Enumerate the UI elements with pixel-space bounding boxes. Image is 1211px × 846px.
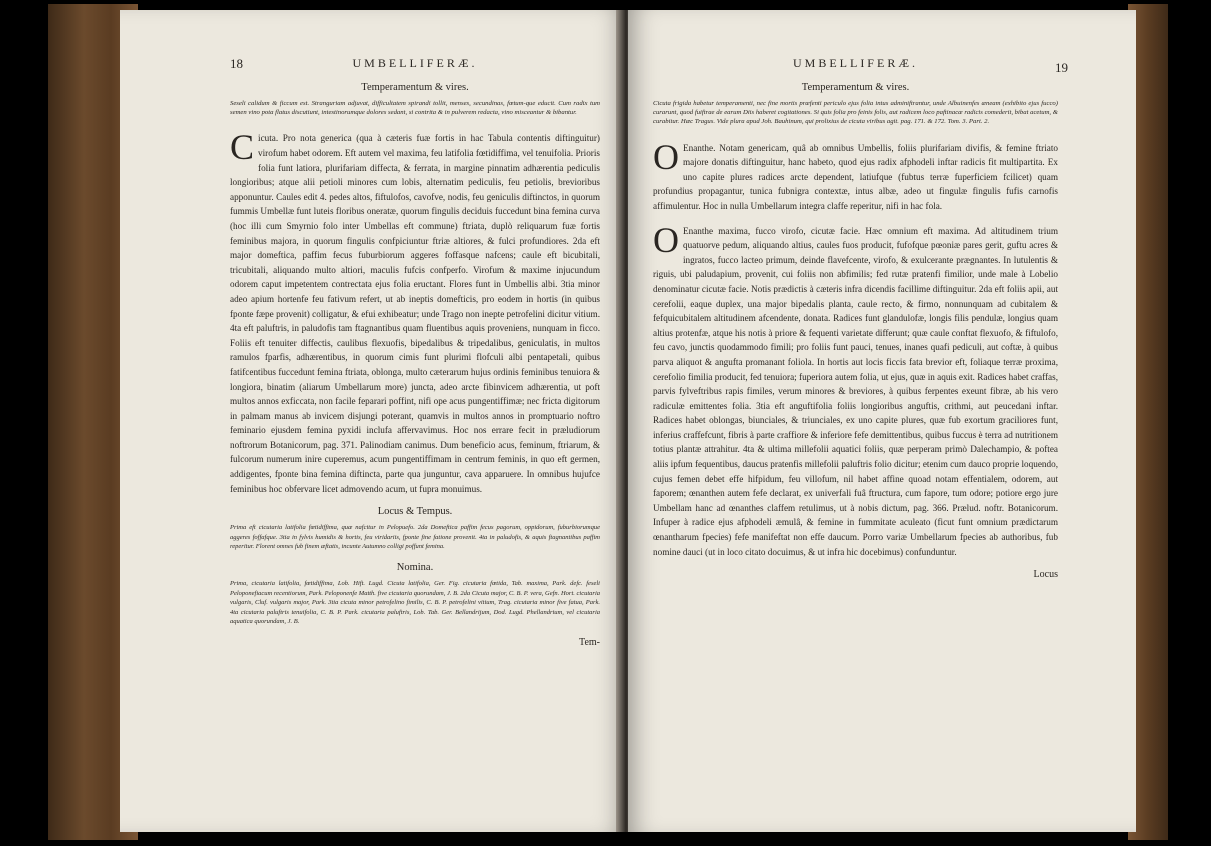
locus-title: Locus & Tempus. xyxy=(377,506,453,518)
left-catchword: Tem- xyxy=(579,637,600,648)
locus-paragraph: Prima eft cicutaria latifolia fœtidiffima, quæ nafcitur in Pelopuefo. 2da Domeftica paffim fecus pagorum, oppidorum, fuburbiorumque aggeres foffafque. 3tia in fylvis humidis & hortis, feu viridariis, fponte fine fatione provenit. 4ta in paludofis, & aquis ftagnantibus paffim reperitur. Florent omnes fub finem æftatis, incunte Autumno colligi poffunt femina. xyxy=(230,524,600,551)
nomina-paragraph: Prima, cicutaria latifolia, fœtidiffima, Lob. Hift. Lugd. Cicuta latifolia, Ger. Fig. cicutaria fœtida, Tab. maxima, Park. defc. feseli Peloponefiacum recentiorum, Park. Peloponenfe Matth. five cicutaria quorundam, J. B. 2da Cicuta major, C. B. P. vera, Gefn. Hort. cicutaria vulgaris, Cluf. vulgaris major, Park. 3tia cicuta minor petrofelino fimilis, C. B. P. petrofelini vitium, Trag. cicutaria minor five fatua, Park. 4ta cicutaria paluftris tenuifolia, C. B. P. Park. cicutaria paluftris, Lob. Tab. Ger. Bellandrijum, Dod. Lugd. Phellandrium, vel cicutaria aquatica quorundam, J. B. xyxy=(230,580,600,626)
left-running-title: UMBELLIFERÆ. xyxy=(352,56,478,70)
right-paragraph-2 xyxy=(653,219,1058,560)
right-page xyxy=(628,10,1136,832)
right-page-number: 19 xyxy=(1055,60,1068,75)
right-running-title: UMBELLIFERÆ. xyxy=(792,56,918,70)
left-page-number: 18 xyxy=(230,56,243,71)
right-section-title: Temperamentum & vires. xyxy=(801,82,910,93)
left-page xyxy=(120,10,625,832)
left-running-head xyxy=(230,56,600,80)
open-book xyxy=(48,4,1168,840)
right-paragraph-2-text: Enanthe maxima, fucco virofo, cicutæ facie. Hæc omnium eft maxima. Ad altitudinem trium quatuorve pedum, aliquando altius, caules fuos producit, fufofque pœoniæ pares gerit, guftu acres & ingratos, fucco lacteo primum, deinde flavefcente, virofo, & exulcerante prægnantes. In lutulentis & riguis, ubi paludapium, provenit, cui foliis non abfimilis; fed rutæ pratenfi fimilior, unde male à Lobelio denominatur cicutæ facie. Notis prædictis à cæteris infra dicendis facillime diftinguitur. 2da eft foliis apii, aut cerefolii, eaque duplex, una major bipedalis planta, caule recto, & firmo, nonnunquam ad cubitalem & fefquicubitalem altitudinem afcendente, donata. Radices funt glandulofæ, longis filis pendulæ, longius quam altius protenfæ, atque his notis à priore & fequenti varietate differunt; quæ caule conftat flexuofo, & fiftulofo, feu cavo, junctis quodammodo fimili; pro foliis funt pauci, tenues, inanes quafi pediculi, aut coftæ, à quibus parva aliquot & angufta promanant foliola. In hortis aut locis ficcis fata brevior eft, foliaque terræ proxima, cerefolio fimilia producit, fed tenuiora; fuperiora autem folia, ut ejus, quæ in aquis exit. Radices habet craffas, parvis fylveftribus rapis fimiles, verum minores & breviores, à quibus ferpentes exeunt fibræ, ab his vero radiculæ emittentes folia. 3tia eft anguftifolia foliis longioribus anguftis, crithmi, aut peucedani inftar. Radices habet oblongas, biunciales, & triunciales, ex uno capite plures, quæ fub exortum graciliores funt, inferius craffefcunt, fibris à parte craffiore & inferiore fefe demittentibus, quibus fuccus è terra ad nutritionem totius plantæ attrahitur. 4ta & ultima millefolii aquatici foliis, quæ perperam primò Dalechampio, & poftea aliis ipfum fequentibus, daucus pratenfis millefolii paluftris folio dicitur; etenim cum dauco proprie loquendo, cujus femen debet effe hifpidum, feu villofum, nil habet affine quoad notam effentialem, odorem, aut faporem; œnanthen autem fefe declarat, ex univerfali fuâ ftructura, cum fapore, tum odore; potiore ergo jure Umbellam hanc ad œnanthes claffem retulimus, ut à nobis dictum, pag. 366. Prælud. noftr. Botanicorum. Infuper à radice ejus afphodeli æmulâ, & femine in fummitate aculeato (ficut funt omnium prædictarum œnantharum fpecies) fefe manifeftat non effe daucum. Porro variæ Umbellarum fpecies ab authoribus, fub nomine dauci (ut in loco citato docuimus, & ut infra hic docebimus) confunduntur. xyxy=(653,225,1058,557)
right-drop-cap-2: O xyxy=(653,219,679,260)
nomina-title: Nomina. xyxy=(396,562,434,574)
right-paragraph-1 xyxy=(653,136,1058,214)
right-drop-cap-1: O xyxy=(653,136,679,177)
left-main-paragraph xyxy=(230,127,600,496)
left-intro-paragraph: Seseli calidum & ficcum est. Stranguriam adjuvat, difficultatem spirandi tollit, menses, secundinas, fœtum-que educit. Cum radix tum semen vino pota flatus discutiunt, intestinorumque dolores sedant, si contrita & in pulverem redacta, vino misceantur & bibantur. xyxy=(230,100,600,117)
right-paragraph-1-text: Enanthe. Notam genericam, quâ ab omnibus Umbellis, foliis plurifariam divifis, & femine ftriato majore donatis diftinguitur, hanc habeto, quod ejus radix afphodeli inftar radicis fit multipartita. Ex uno capite plures radices arcte dependent, latiufque (fubtus terræ fuperficiem fcilicet) quam profundius propagantur, tunica fubnigra contextæ, intus albæ, adeo ut fingulæ fingulis fufis carnofis affimulentur. Hoc in nulla Umbellarum integra claffe reperitur, nifi in hac fola. xyxy=(653,142,1058,211)
right-intro-paragraph: Cicuta frigida habetur temperamenti, nec fine mortis præfenti periculo ejus folia intus adminiftrantur, unde Albuinenfes æneam (exhibito ejus fucco) curarunt, quod fuiftrae de earum Diis haberet cogitationes. Si quis folia pro feinis folis, aut radicem loco paftinacæ radicis comederit, bibat acetum, & curabitur. Hæc Tragus. Vide plura apud Joh. Bauhinum, qui prolixius de cicuta viribus agit. pag. 171. & 172. Tom. 3. Part. 2. xyxy=(653,100,1058,126)
left-main-text: icuta. Pro nota generica (qua à cæteris fuæ fortis in hac Tabula contentis diftinguitur) virofum habet odorem. Eft autem vel maxima, feu latifolia fœtidiffima, vel tenuifolia. Prioris folia funt latiora, plurifariam diffecta, & ferrata, in margine pinnatim adhærentia pediculis longioribus; atque alii petioli minores cum lobis, alternatim pediculis, feu petiolis, brevioribus apponuntur. Caules edit 4. pedes altos, fiftulofos, cavofve, nodis, feu geniculis diftinctos, in quorum fummis Umbellæ funt luteis floribus oneratæ, quorum fingulis deciduis fuccedunt bina femina curva (hoc illi cum Smyrnio folo inter Umbellas eft commune) ftriata, duplò reliquarum fuæ fortis feminibus majora, in quorum fingulis confpiciuntur ftriæ altiores, & fulci profundiores. 2da eft major domeftica, paffim fecus fuburbiorum aggeres foffasque nafcens; caule eft bicubitali, tricubitali, aliquando multo altiori, maculis fufcis confperfo. Virofum & maxime injucundum odorem caput impetentem contrectata ejus folia eructant. Flores funt in Umbellis albi. 3tia minor adeo apium hortenfe feu fativum refert, ut ab ineptis domefticis, pro eodem in hortis (in quibus fponte fæpe provenit) colligatur, & efui exhibeatur; unde Trago non inepte petrofelini dicitur vitium. 4ta eft paluftris, in paludofis tam ftagnantibus quam fluentibus aquis proveniens, nunquam in ficco. Foliis eft tenuiter diffectis, caulibus flexuofis, bipedalibus & tripedalibus, geniculatis, in multos ramulos fparfis, adhærentibus, in quorum cimis funt plurimi flofculi albi pentapetali, quibus fatifcentibus fuccedunt femina ftriata, oblonga, multo cæterarum hujus ordinis feminibus tenuiora & longiora, binatim (aliarum Umbellarum more) juncta, adeo arcte fibinvicem adhærentia, ut poft multos annos exficcata, non facile feparari poffint, nifi ope acus pungentiffimæ; nec fricta digitorum in palmam manus ab invicem disjungi poterant, quamvis in multos annos in promptuario noftro feminario ejusdem femina pyxidi inclufa affervavimus. Hoc nos errare fecit in præludiorum noftrorum Botanicorum, pag. 371. Palinodiam canimus. Dum beneficio acus, feminum, ftriarum, & fulcorum numerum inire cuperemus, acum pungentiffimam in centrum feminis, in quo eft germen, addigentes, fponte bina femina diftincta, parte qua junguntur, cava apparuere. In omnibus hujufce feminibus hoc obfervare licet admovendo acum, ut fupra monuimus. xyxy=(230,133,600,494)
right-running-head xyxy=(653,56,1068,80)
left-drop-cap: C xyxy=(230,127,255,168)
left-section-title: Temperamentum & vires. xyxy=(361,82,469,93)
right-catchword: Locus xyxy=(1033,569,1058,581)
